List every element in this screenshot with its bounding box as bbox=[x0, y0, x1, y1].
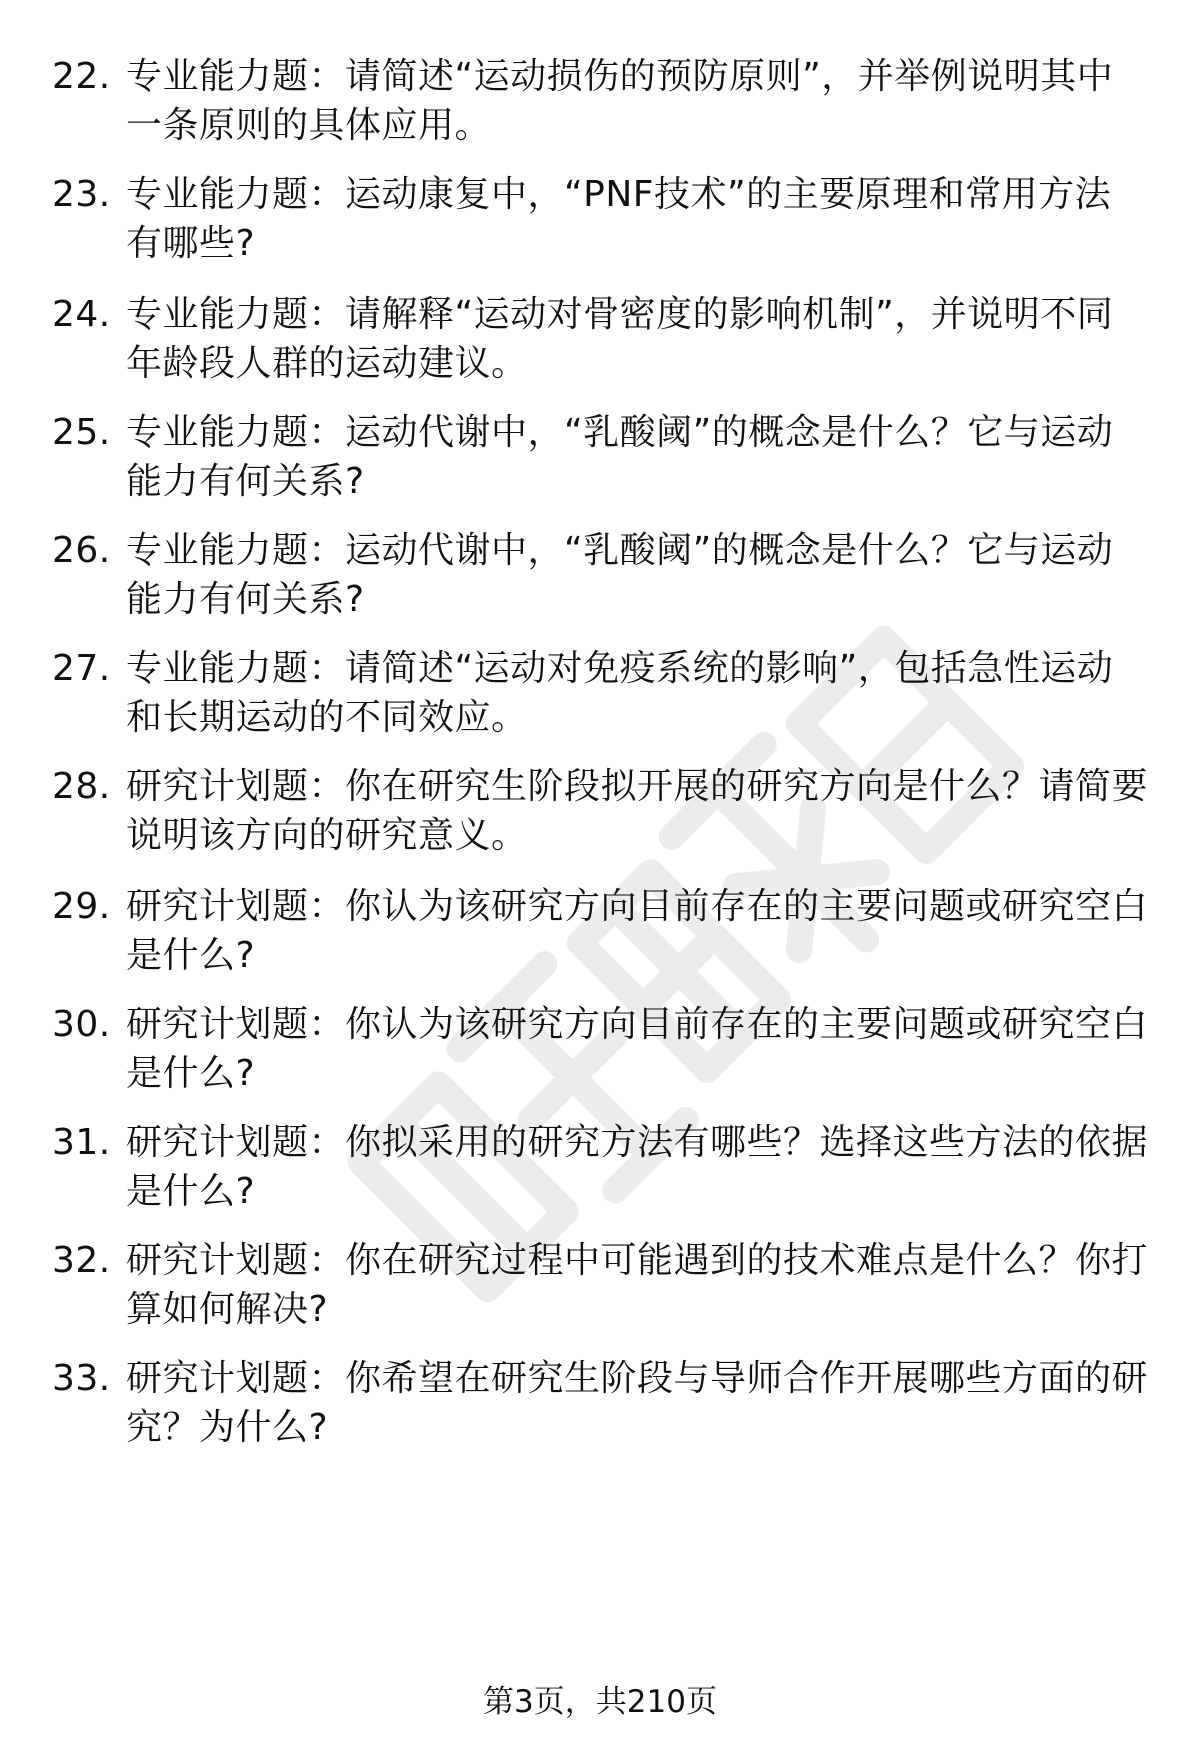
question-number: 33. bbox=[52, 1358, 111, 1399]
question-line: 算如何解决? bbox=[126, 1289, 329, 1330]
question-text bbox=[126, 52, 1151, 150]
question-line: 一条原则的具体应用。 bbox=[126, 105, 492, 146]
question-line: 研究计划题：你拟采用的研究方法有哪些？选择这些方法的依据 bbox=[126, 1122, 1149, 1163]
question-line: 有哪些? bbox=[126, 223, 256, 264]
question-line: 研究计划题：你在研究过程中可能遇到的技术难点是什么？你打 bbox=[126, 1240, 1149, 1281]
question-line: 是什么? bbox=[126, 1171, 256, 1212]
question-number: 30. bbox=[52, 1004, 111, 1045]
question-number: 24. bbox=[52, 294, 111, 335]
question-line: 专业能力题：运动康复中，“PNF技术”的主要原理和常用方法 bbox=[126, 174, 1112, 215]
question-line: 研究计划题：你在研究生阶段拟开展的研究方向是什么？请简要 bbox=[126, 766, 1149, 807]
question-line: 和长期运动的不同效应。 bbox=[126, 697, 528, 738]
question-text bbox=[126, 1354, 1151, 1452]
question-text bbox=[126, 290, 1151, 388]
question-number: 22. bbox=[52, 56, 111, 97]
question-line: 专业能力题：请解释“运动对骨密度的影响机制”，并说明不同 bbox=[126, 294, 1114, 335]
question-line: 是什么? bbox=[126, 935, 256, 976]
question-number: 28. bbox=[52, 766, 111, 807]
question-line: 专业能力题：运动代谢中，“乳酸阈”的概念是什么？它与运动 bbox=[126, 530, 1114, 571]
question-line: 能力有何关系? bbox=[126, 461, 365, 502]
question-text bbox=[126, 526, 1151, 624]
question-line: 研究计划题：你认为该研究方向目前存在的主要问题或研究空白 bbox=[126, 1004, 1149, 1045]
question-line: 专业能力题：请简述“运动对免疫系统的影响”，包括急性运动 bbox=[126, 648, 1114, 689]
question-text bbox=[126, 170, 1151, 268]
question-text bbox=[126, 1236, 1151, 1334]
question-text bbox=[126, 408, 1151, 506]
question-text bbox=[126, 1118, 1151, 1216]
question-line: 专业能力题：运动代谢中，“乳酸阈”的概念是什么？它与运动 bbox=[126, 412, 1114, 453]
question-line: 是什么? bbox=[126, 1053, 256, 1094]
question-number: 23. bbox=[52, 174, 111, 215]
question-line: 研究计划题：你希望在研究生阶段与导师合作开展哪些方面的研 bbox=[126, 1358, 1149, 1399]
question-number: 31. bbox=[52, 1122, 111, 1163]
question-number: 32. bbox=[52, 1240, 111, 1281]
question-line: 研究计划题：你认为该研究方向目前存在的主要问题或研究空白 bbox=[126, 886, 1149, 927]
question-text bbox=[126, 762, 1151, 860]
page-indicator: 第3页，共210页 bbox=[483, 1684, 717, 1720]
question-text bbox=[126, 644, 1151, 742]
question-line: 能力有何关系? bbox=[126, 579, 365, 620]
question-line: 究？为什么? bbox=[126, 1407, 329, 1448]
question-number: 29. bbox=[52, 886, 111, 927]
question-line: 说明该方向的研究意义。 bbox=[126, 815, 528, 856]
question-text bbox=[126, 1000, 1151, 1098]
question-line: 专业能力题：请简述“运动损伤的预防原则”，并举例说明其中 bbox=[126, 56, 1114, 97]
question-number: 26. bbox=[52, 530, 111, 571]
question-number: 25. bbox=[52, 412, 111, 453]
question-number: 27. bbox=[52, 648, 111, 689]
question-text bbox=[126, 882, 1151, 980]
question-line: 年龄段人群的运动建议。 bbox=[126, 343, 528, 384]
